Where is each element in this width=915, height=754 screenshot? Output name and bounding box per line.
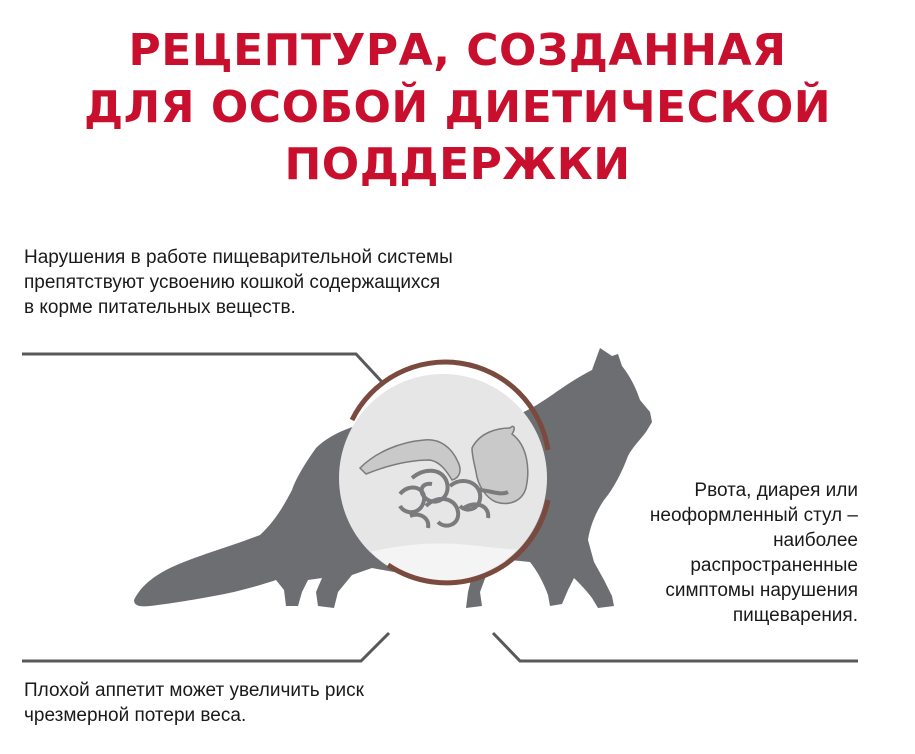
title-line-3: ПОДДЕРЖКИ [284,139,631,190]
leader-line-bottom-right [493,633,858,661]
title-line-2: ДЛЯ ОСОБОЙ ДИЕТИЧЕСКОЙ [83,82,832,133]
digestion-note: Нарушения в работе пищеварительной системы препятствуют усвоению кошкой содержащихся в корме питательных веществ. [24,247,453,318]
symptoms-note: Рвота, диарея или неоформленный стул – наиболее распространенные симптомы нарушения пищеварения. [649,480,858,626]
appetite-note: Плохой аппетит может увеличить риск чрезмерной потери веса. [24,680,364,726]
leader-line-bottom-left [22,633,389,661]
leader-line-top-left [22,354,382,382]
title-line-1: РЕЦЕПТУРА, СОЗДАННАЯ [128,25,787,76]
